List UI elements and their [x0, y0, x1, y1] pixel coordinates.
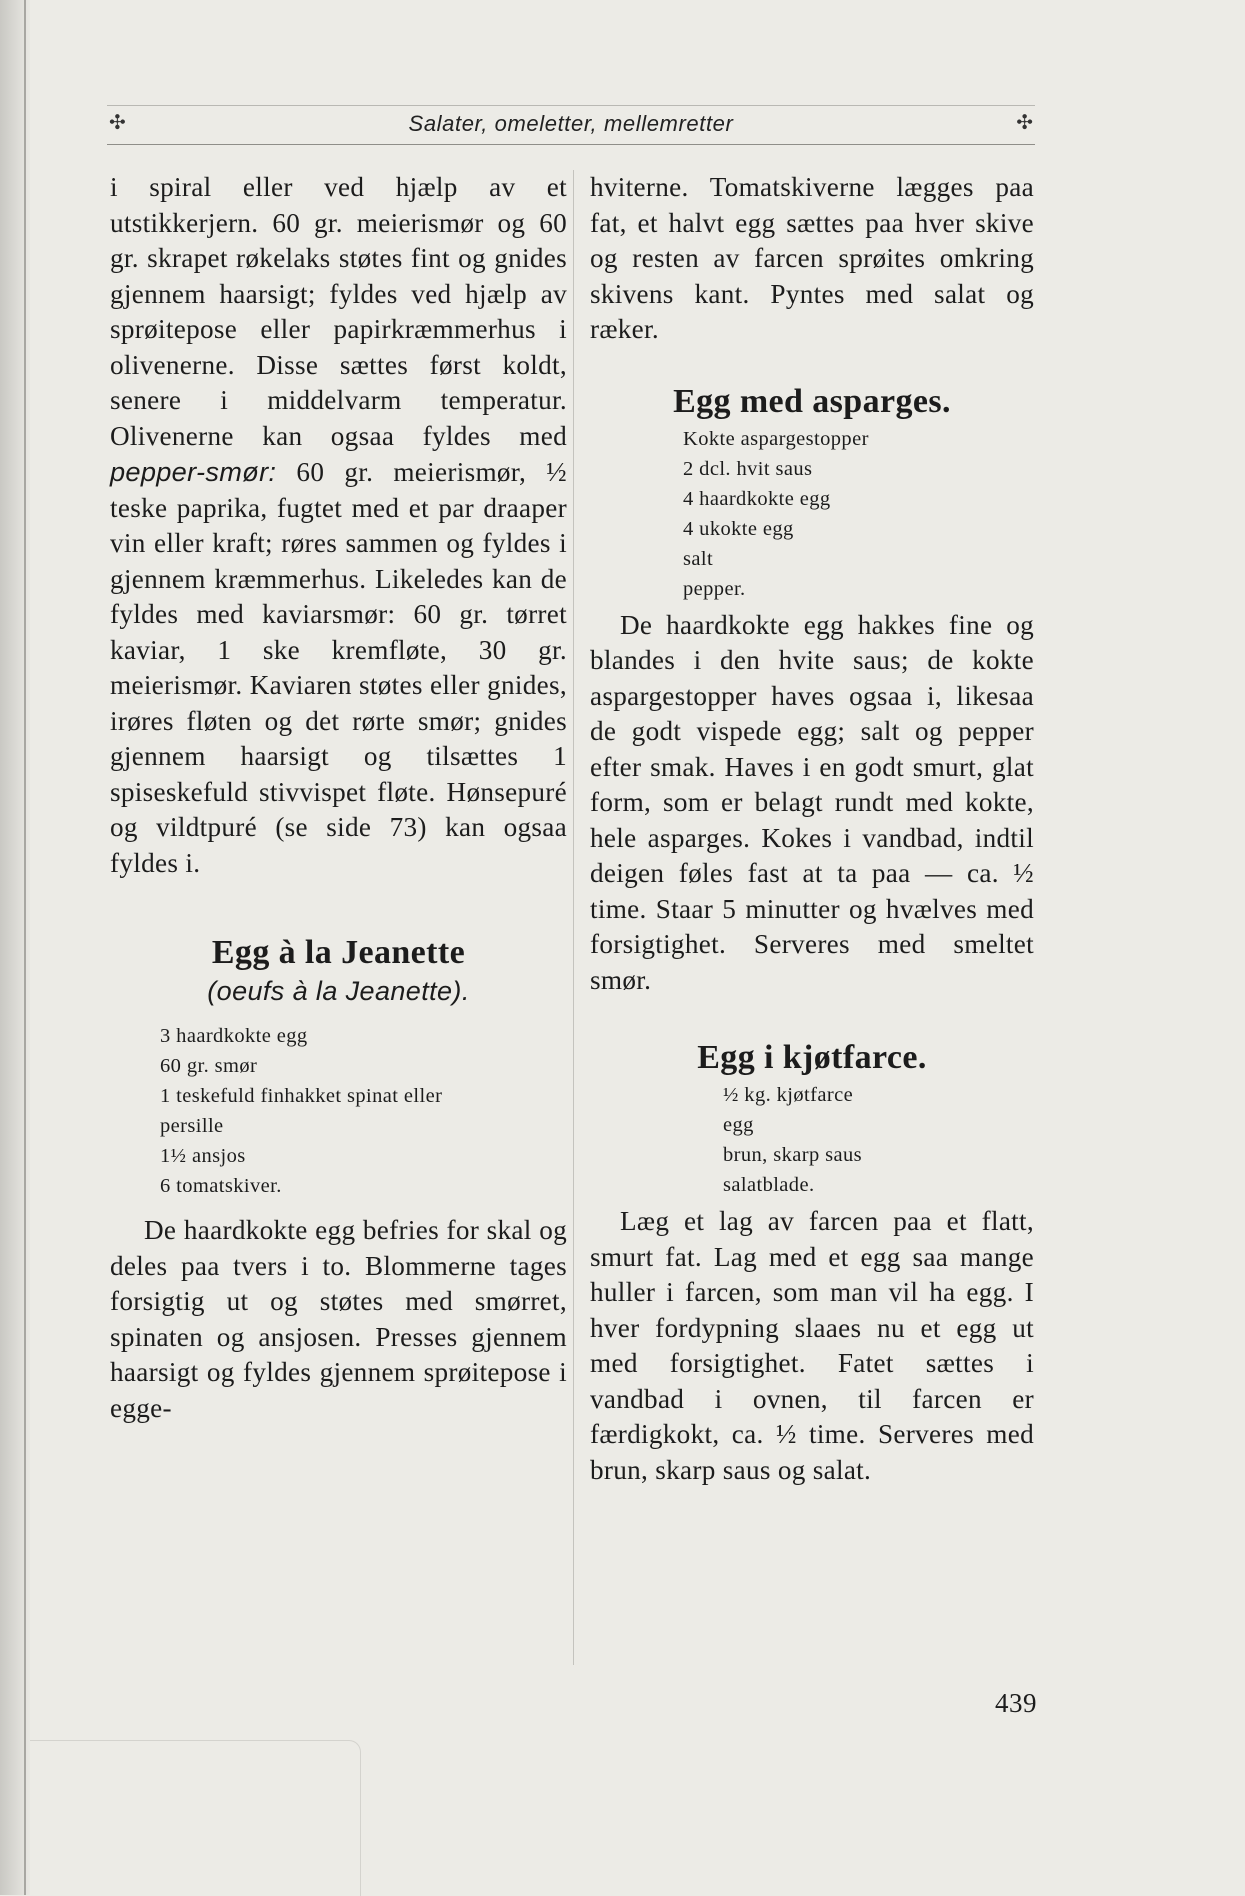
column-divider	[573, 170, 574, 1665]
ingredient-item: ½ kg. kjøtfarce	[723, 1084, 854, 1106]
ornament-right-icon: ✣	[1016, 110, 1033, 134]
recipe-method-asparges: De haardkokte egg hakkes fine og blandes i den hvite saus; de kokte aspargestopper haves ogsaa i, likesaa de godt vispede egg; salt og pepper efter smak. Haves i en godt smurt, glat form, som er belagt rundt med kokte, hele asparges. Kokes i vandbad, indtil deigen føles fast at ta paa — ca. ½ time. Staar 5 minutter og hvælves med forsigtighet. Serveres med smeltet smør.	[590, 609, 1034, 995]
ingredient-item: persille	[160, 1115, 224, 1137]
ingredient-list-asparges	[590, 424, 1034, 604]
ingredient-item: 3 haardkokte egg	[160, 1025, 308, 1047]
recipe-method-kjotfarce: Læg et lag av farcen paa et flatt, smurt fat. Lag med et egg saa mange huller i farcen, som man vil ha egg. I hver fordypning slaaes nu et egg ut med forsigtighet. Fatet sættes i vandbad i ovnen, til farcen er færdigkokt, ca. ½ time. Serveres med brun, skarp saus og salat.	[590, 1206, 1034, 1485]
page-number: 439	[995, 1688, 1037, 1718]
ingredient-item: brun, skarp saus	[723, 1144, 863, 1166]
ingredient-item: 1 teskefuld finhakket spinat eller	[160, 1085, 443, 1107]
ingredient-item: egg	[723, 1114, 754, 1136]
ingredient-list-kjotfarce	[590, 1080, 1034, 1200]
running-header	[107, 105, 1035, 145]
ingredient-item: salt	[683, 547, 714, 570]
recipe-title-jeanette: Egg à la Jeanette	[211, 934, 466, 971]
ingredient-item: 4 haardkokte egg	[683, 487, 831, 510]
intro-text-part1: i spiral eller ved hjælp av et utstikkerjern. 60 gr. meierismør og 60 gr. skrapet røkelaks støtes fint og gnides gjennem haarsigt; fyldes ved hjælp av sprøitepose eller papirkræmmerhus i olivenerne. Disse sættes først koldt, senere i middelvarm temperatur. Olivenerne kan ogsaa fyldes med	[110, 172, 567, 451]
recipe-title-asparges: Egg med asparges.	[673, 382, 951, 420]
ingredient-list-jeanette	[110, 1021, 567, 1201]
ingredient-item: 2 dcl. hvit saus	[683, 457, 813, 480]
continued-paragraph: hviterne. Tomatskiverne lægges paa fat, et halvt egg sættes paa hver skive og resten av farcen sprøites omkring skivens kant. Pyntes med salat og ræker.	[590, 172, 1034, 344]
ingredient-item: 4 ukokte egg	[683, 517, 794, 540]
recipe-subtitle-jeanette: (oeufs à la Jeanette).	[207, 976, 470, 1006]
running-header-title: Salater, omeletter, mellemretter	[408, 111, 734, 136]
ingredient-item: pepper.	[683, 577, 746, 600]
intro-italic-term: pepper-smør:	[110, 456, 277, 487]
ornament-left-icon: ✣	[109, 110, 126, 134]
right-column	[590, 170, 1034, 1488]
ingredient-item: Kokte aspargestopper	[683, 427, 869, 450]
page-fold-mark	[30, 1740, 361, 1896]
left-column	[110, 170, 567, 1426]
ingredient-item: 1½ ansjos	[160, 1145, 246, 1167]
intro-text-part2: 60 gr. meierismør, ½ teske paprika, fugtet med et par draaper vin eller kraft; røres sammen og fyldes i gjennem kræmmerhus. Likeledes kan de fyldes med kaviarsmør: 60 gr. tørret kaviar, 1 ske kremfløte, 30 gr. meierismør. Kaviaren støtes eller gnides, irøres fløten og det rørte smør; gnides gjennem haarsigt og tilsættes 1 spiseskefuld stivvispet fløte. Hønsepuré og vildtpuré (se side 73) kan ogsaa fyldes i.	[110, 457, 567, 878]
binding-edge-line	[24, 0, 26, 1895]
recipe-title-kjotfarce: Egg i kjøtfarce.	[697, 1039, 927, 1076]
recipe-method-jeanette: De haardkokte egg befries for skal og deles paa tvers i to. Blommerne tages forsigtig ut og støtes med smørret, spinaten og ansjosen. Presses gjennem haarsigt og fyldes gjennem sprøitepose i egge-	[110, 1215, 567, 1423]
ingredient-item: salatblade.	[723, 1174, 815, 1196]
intro-paragraph	[110, 170, 567, 881]
ingredient-item: 6 tomatskiver.	[160, 1175, 282, 1197]
ingredient-item: 60 gr. smør	[160, 1055, 258, 1077]
